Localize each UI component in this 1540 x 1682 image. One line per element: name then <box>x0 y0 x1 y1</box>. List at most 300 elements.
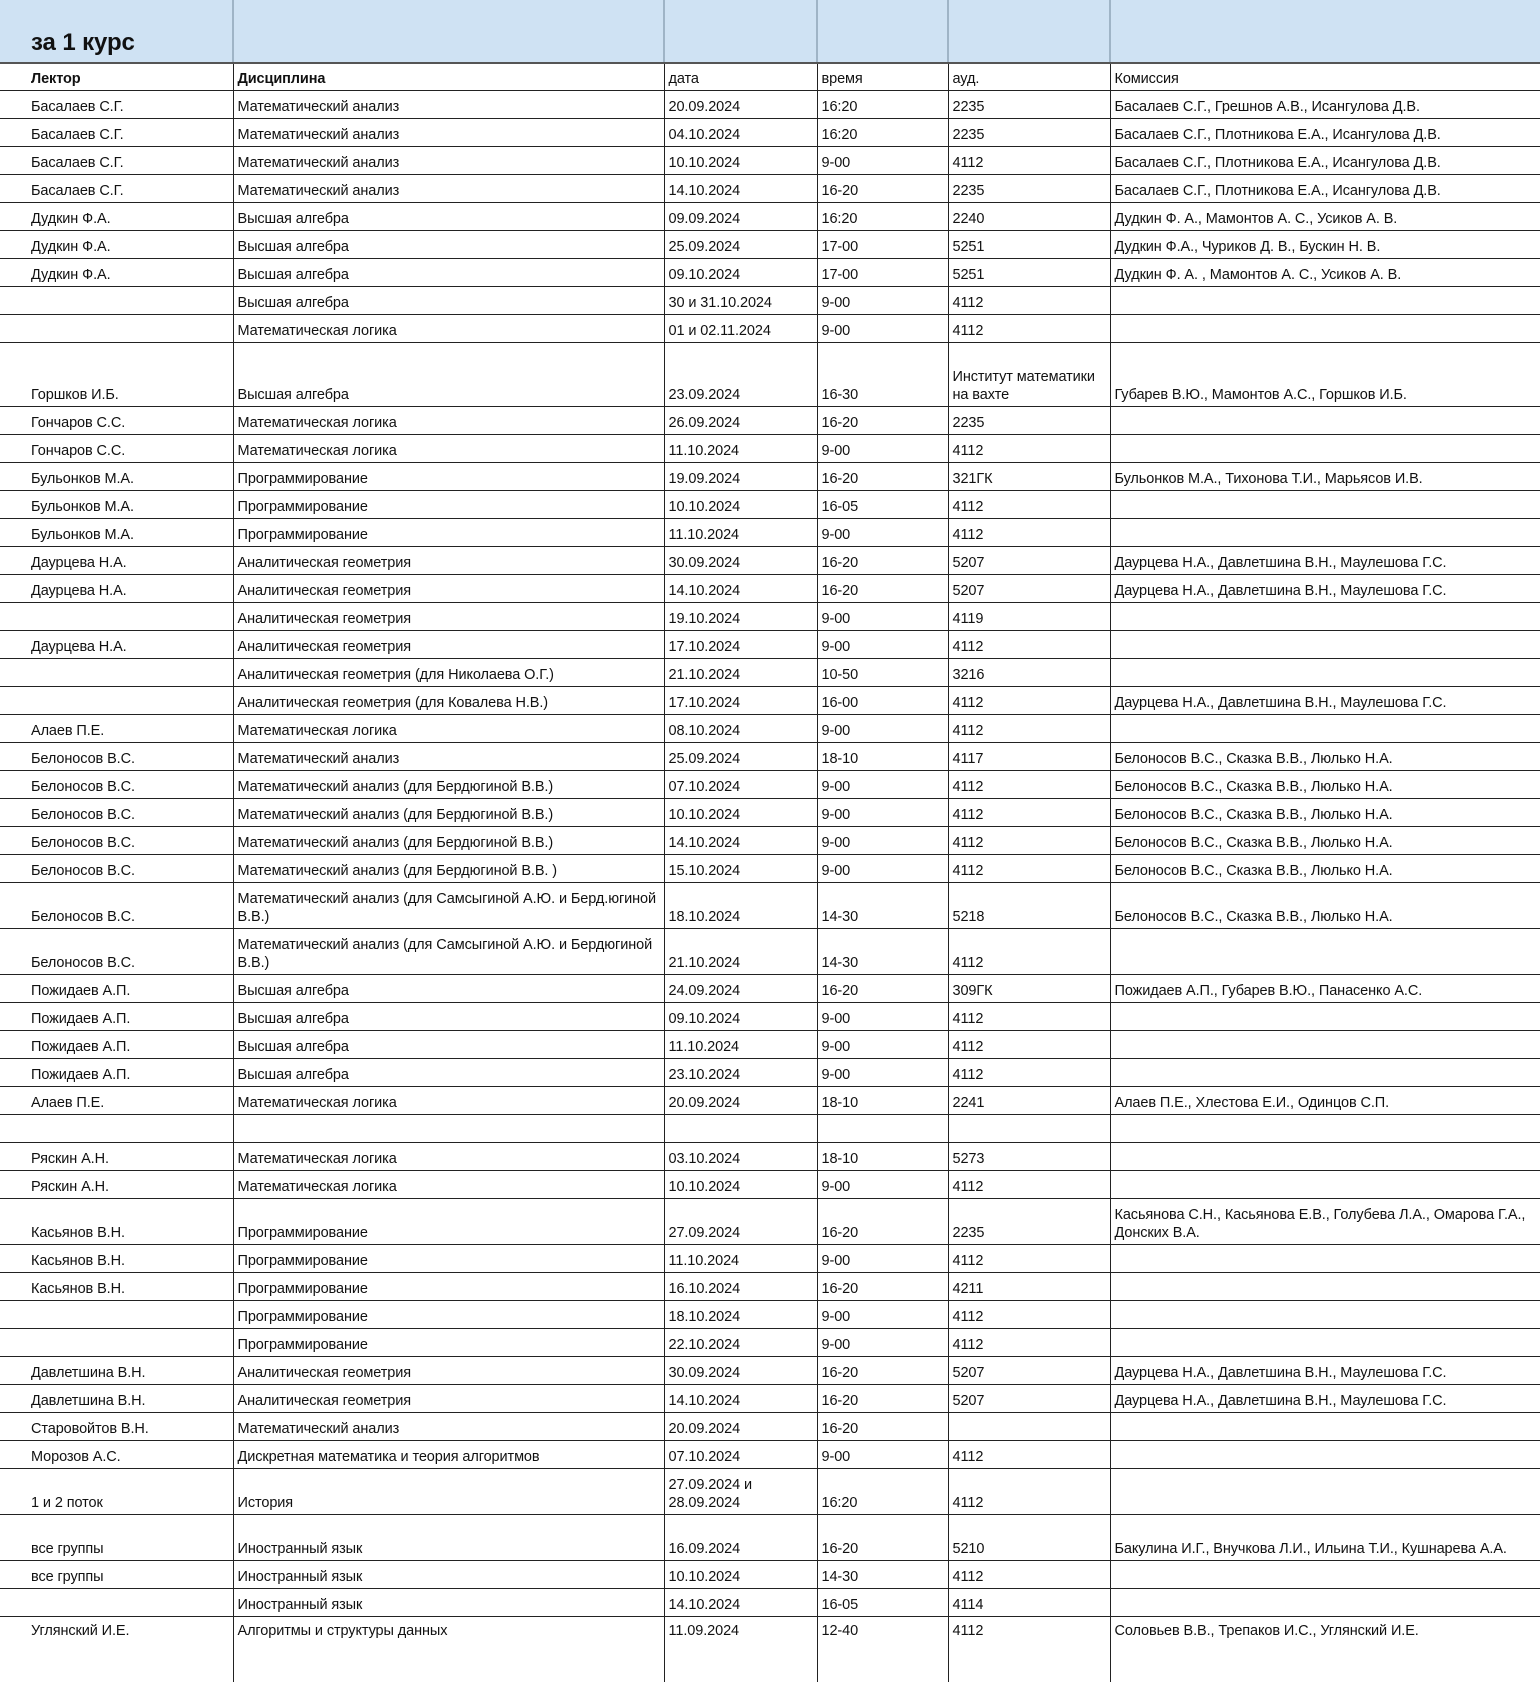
cell-commission: Даурцева Н.А., Давлетшина В.Н., Маулешова Г.С. <box>1110 1357 1540 1385</box>
cell-lector: Горшков И.Б. <box>0 343 233 407</box>
table-row <box>0 827 1540 855</box>
cell-time: 14-30 <box>817 929 948 975</box>
cell-commission: Дудкин Ф. А. , Мамонтов А. С., Усиков А. В. <box>1110 259 1540 287</box>
cell-date: 23.10.2024 <box>664 1059 817 1087</box>
cell-lector: Давлетшина В.Н. <box>0 1385 233 1413</box>
cell-lector <box>0 315 233 343</box>
cell-date: 10.10.2024 <box>664 491 817 519</box>
cell-time: 16-20 <box>817 1413 948 1441</box>
cell-room: 4112 <box>948 491 1110 519</box>
cell-date: 10.10.2024 <box>664 799 817 827</box>
cell-date: 04.10.2024 <box>664 119 817 147</box>
header-row <box>0 63 1540 91</box>
title-row <box>0 0 1540 63</box>
table-row <box>0 1301 1540 1329</box>
table-row <box>0 771 1540 799</box>
cell-discipline: Высшая алгебра <box>233 1003 664 1031</box>
table-row <box>0 407 1540 435</box>
cell-commission: Губарев В.Ю., Мамонтов А.С., Горшков И.Б. <box>1110 343 1540 407</box>
cell-commission: Даурцева Н.А., Давлетшина В.Н., Маулешова Г.С. <box>1110 687 1540 715</box>
table-row <box>0 547 1540 575</box>
cell-lector: Басалаев С.Г. <box>0 175 233 203</box>
cell-discipline: Высшая алгебра <box>233 975 664 1003</box>
cell-room: 2241 <box>948 1087 1110 1115</box>
cell-room: 5207 <box>948 1357 1110 1385</box>
cell-lector: Бульонков М.А. <box>0 491 233 519</box>
cell-date: 25.09.2024 <box>664 743 817 771</box>
cell-time: 12-40 <box>817 1617 948 1682</box>
cell-time: 9-00 <box>817 147 948 175</box>
cell-time: 9-00 <box>817 631 948 659</box>
cell-date: 14.10.2024 <box>664 1385 817 1413</box>
cell-commission <box>1110 929 1540 975</box>
cell-lector: Басалаев С.Г. <box>0 147 233 175</box>
table-row <box>0 287 1540 315</box>
cell-time: 9-00 <box>817 315 948 343</box>
cell-time <box>817 1115 948 1143</box>
cell-time: 9-00 <box>817 1301 948 1329</box>
table-row <box>0 175 1540 203</box>
cell-discipline <box>233 1115 664 1143</box>
cell-room: Институт математики на вахте <box>948 343 1110 407</box>
cell-date: 14.10.2024 <box>664 1589 817 1617</box>
cell-lector <box>0 1589 233 1617</box>
table-row <box>0 1059 1540 1087</box>
cell-room: 5207 <box>948 575 1110 603</box>
cell-lector: Старовойтов В.Н. <box>0 1413 233 1441</box>
table-row <box>0 491 1540 519</box>
cell-discipline: Программирование <box>233 1329 664 1357</box>
table-row <box>0 1561 1540 1589</box>
cell-date: 03.10.2024 <box>664 1143 817 1171</box>
col-header-discipline: Дисциплина <box>233 63 664 91</box>
cell-date: 30 и 31.10.2024 <box>664 287 817 315</box>
cell-time: 16-00 <box>817 687 948 715</box>
cell-date: 21.10.2024 <box>664 659 817 687</box>
cell-commission: Белоносов В.С., Сказка В.В., Люлько Н.А. <box>1110 883 1540 929</box>
cell-commission: Дудкин Ф. А., Мамонтов А. С., Усиков А. В. <box>1110 203 1540 231</box>
cell-discipline: Программирование <box>233 1199 664 1245</box>
table-row <box>0 1385 1540 1413</box>
cell-lector: Алаев П.Е. <box>0 715 233 743</box>
cell-time: 9-00 <box>817 1171 948 1199</box>
cell-room: 4112 <box>948 287 1110 315</box>
cell-time: 14-30 <box>817 883 948 929</box>
cell-discipline: Аналитическая геометрия (для Ковалева Н.В.) <box>233 687 664 715</box>
cell-room: 4117 <box>948 743 1110 771</box>
cell-discipline: Аналитическая геометрия <box>233 603 664 631</box>
cell-date: 08.10.2024 <box>664 715 817 743</box>
cell-lector: Гончаров С.С. <box>0 407 233 435</box>
table-row <box>0 575 1540 603</box>
cell-date: 19.09.2024 <box>664 463 817 491</box>
cell-room: 5251 <box>948 259 1110 287</box>
cell-room: 2235 <box>948 407 1110 435</box>
cell-lector: Белоносов В.С. <box>0 799 233 827</box>
cell-lector: Ряскин А.Н. <box>0 1171 233 1199</box>
table-row <box>0 1617 1540 1682</box>
cell-date: 19.10.2024 <box>664 603 817 631</box>
cell-date: 20.09.2024 <box>664 1413 817 1441</box>
cell-discipline: Программирование <box>233 463 664 491</box>
col-header-time: время <box>817 63 948 91</box>
cell-lector <box>0 603 233 631</box>
cell-lector: Белоносов В.С. <box>0 883 233 929</box>
cell-room: 2235 <box>948 119 1110 147</box>
cell-room: 4112 <box>948 771 1110 799</box>
cell-time: 9-00 <box>817 1245 948 1273</box>
table-row <box>0 231 1540 259</box>
cell-lector: Пожидаев А.П. <box>0 975 233 1003</box>
cell-time: 18-10 <box>817 743 948 771</box>
cell-date: 16.10.2024 <box>664 1273 817 1301</box>
cell-commission <box>1110 1561 1540 1589</box>
cell-room: 4112 <box>948 715 1110 743</box>
cell-room: 4112 <box>948 435 1110 463</box>
cell-discipline: Программирование <box>233 1245 664 1273</box>
cell-time: 9-00 <box>817 1031 948 1059</box>
table-row <box>0 463 1540 491</box>
cell-commission <box>1110 1329 1540 1357</box>
cell-commission: Басалаев С.Г., Плотникова Е.А., Исангулова Д.В. <box>1110 147 1540 175</box>
cell-date: 10.10.2024 <box>664 1561 817 1589</box>
cell-date: 07.10.2024 <box>664 1441 817 1469</box>
cell-date: 21.10.2024 <box>664 929 817 975</box>
cell-commission <box>1110 1003 1540 1031</box>
cell-lector: Пожидаев А.П. <box>0 1003 233 1031</box>
cell-time: 9-00 <box>817 715 948 743</box>
cell-room: 2240 <box>948 203 1110 231</box>
cell-discipline: Математический анализ <box>233 743 664 771</box>
cell-date: 14.10.2024 <box>664 575 817 603</box>
cell-room: 4112 <box>948 315 1110 343</box>
cell-time: 16-20 <box>817 407 948 435</box>
cell-time: 18-10 <box>817 1143 948 1171</box>
cell-lector: Алаев П.Е. <box>0 1087 233 1115</box>
cell-commission: Алаев П.Е., Хлестова Е.И., Одинцов С.П. <box>1110 1087 1540 1115</box>
cell-date: 14.10.2024 <box>664 175 817 203</box>
cell-commission: Белоносов В.С., Сказка В.В., Люлько Н.А. <box>1110 743 1540 771</box>
table-row <box>0 743 1540 771</box>
cell-discipline: Аналитическая геометрия <box>233 1385 664 1413</box>
table-row <box>0 715 1540 743</box>
cell-room: 5273 <box>948 1143 1110 1171</box>
cell-room <box>948 1115 1110 1143</box>
cell-date: 11.10.2024 <box>664 1245 817 1273</box>
cell-room: 4112 <box>948 855 1110 883</box>
cell-discipline: Математический анализ (для Бердюгиной В.В.) <box>233 799 664 827</box>
cell-room: 5218 <box>948 883 1110 929</box>
cell-room: 321ГК <box>948 463 1110 491</box>
cell-lector: Касьянов В.Н. <box>0 1273 233 1301</box>
cell-discipline: Аналитическая геометрия (для Николаева О.Г.) <box>233 659 664 687</box>
cell-time: 16-20 <box>817 975 948 1003</box>
cell-commission: Белоносов В.С., Сказка В.В., Люлько Н.А. <box>1110 855 1540 883</box>
table-row <box>0 1003 1540 1031</box>
cell-room: 5207 <box>948 547 1110 575</box>
cell-date: 11.10.2024 <box>664 435 817 463</box>
cell-lector: 1 и 2 поток <box>0 1469 233 1515</box>
cell-time: 16-20 <box>817 1273 948 1301</box>
cell-discipline: Аналитическая геометрия <box>233 547 664 575</box>
cell-room: 4112 <box>948 147 1110 175</box>
cell-date: 11.10.2024 <box>664 1031 817 1059</box>
cell-date: 17.10.2024 <box>664 631 817 659</box>
cell-lector: Белоносов В.С. <box>0 827 233 855</box>
cell-lector: Басалаев С.Г. <box>0 91 233 119</box>
cell-discipline: Высшая алгебра <box>233 203 664 231</box>
cell-discipline: Программирование <box>233 519 664 547</box>
cell-date: 27.09.2024 и 28.09.2024 <box>664 1469 817 1515</box>
cell-date: 07.10.2024 <box>664 771 817 799</box>
cell-discipline: Математический анализ (для Самсыгиной А.Ю. и Бердюгиной В.В.) <box>233 929 664 975</box>
cell-commission <box>1110 287 1540 315</box>
table-row <box>0 1087 1540 1115</box>
cell-discipline: Математическая логика <box>233 1143 664 1171</box>
cell-discipline: Дискретная математика и теория алгоритмов <box>233 1441 664 1469</box>
cell-time: 16:20 <box>817 119 948 147</box>
cell-discipline: Математическая логика <box>233 1087 664 1115</box>
cell-discipline: Программирование <box>233 1273 664 1301</box>
cell-date: 20.09.2024 <box>664 1087 817 1115</box>
cell-room: 4114 <box>948 1589 1110 1617</box>
cell-lector: Даурцева Н.А. <box>0 547 233 575</box>
cell-discipline: Аналитическая геометрия <box>233 1357 664 1385</box>
table-row <box>0 1515 1540 1561</box>
cell-commission <box>1110 631 1540 659</box>
page-title: за 1 курс <box>31 29 228 60</box>
cell-date: 30.09.2024 <box>664 547 817 575</box>
cell-room: 4112 <box>948 799 1110 827</box>
cell-discipline: История <box>233 1469 664 1515</box>
cell-commission: Басалаев С.Г., Плотникова Е.А., Исангулова Д.В. <box>1110 119 1540 147</box>
cell-time: 17-00 <box>817 259 948 287</box>
cell-commission: Даурцева Н.А., Давлетшина В.Н., Маулешова Г.С. <box>1110 575 1540 603</box>
cell-commission: Даурцева Н.А., Давлетшина В.Н., Маулешова Г.С. <box>1110 547 1540 575</box>
cell-room: 4112 <box>948 519 1110 547</box>
cell-discipline: Математическая логика <box>233 435 664 463</box>
cell-room: 4112 <box>948 1561 1110 1589</box>
cell-date: 09.09.2024 <box>664 203 817 231</box>
cell-date: 17.10.2024 <box>664 687 817 715</box>
cell-time: 16-05 <box>817 1589 948 1617</box>
table-row <box>0 91 1540 119</box>
cell-lector <box>0 687 233 715</box>
cell-discipline: Иностранный язык <box>233 1561 664 1589</box>
cell-time: 14-30 <box>817 1561 948 1589</box>
cell-discipline: Математический анализ (для Бердюгиной В.В.) <box>233 771 664 799</box>
col-header-commission: Комиссия <box>1110 63 1540 91</box>
cell-room: 2235 <box>948 91 1110 119</box>
cell-date: 20.09.2024 <box>664 91 817 119</box>
cell-time: 9-00 <box>817 771 948 799</box>
cell-commission <box>1110 1469 1540 1515</box>
cell-date: 27.09.2024 <box>664 1199 817 1245</box>
col-header-lector: Лектор <box>0 63 233 91</box>
table-row <box>0 603 1540 631</box>
cell-room: 4112 <box>948 827 1110 855</box>
cell-time: 16-05 <box>817 491 948 519</box>
table-row <box>0 1171 1540 1199</box>
cell-commission: Пожидаев А.П., Губарев В.Ю., Панасенко А.С. <box>1110 975 1540 1003</box>
cell-commission: Бульонков М.А., Тихонова Т.И., Марьясов И.В. <box>1110 463 1540 491</box>
cell-date: 24.09.2024 <box>664 975 817 1003</box>
cell-discipline: Математическая логика <box>233 715 664 743</box>
cell-lector: Дудкин Ф.А. <box>0 259 233 287</box>
cell-lector: Белоносов В.С. <box>0 743 233 771</box>
cell-lector: Гончаров С.С. <box>0 435 233 463</box>
cell-lector <box>0 1301 233 1329</box>
cell-time: 16:20 <box>817 203 948 231</box>
cell-commission: Белоносов В.С., Сказка В.В., Люлько Н.А. <box>1110 827 1540 855</box>
cell-discipline: Аналитическая геометрия <box>233 575 664 603</box>
cell-commission <box>1110 1115 1540 1143</box>
cell-date: 18.10.2024 <box>664 1301 817 1329</box>
cell-time: 18-10 <box>817 1087 948 1115</box>
cell-commission: Соловьев В.В., Трепаков И.С., Углянский И.Е. <box>1110 1617 1540 1682</box>
cell-discipline: Математический анализ (для Бердюгиной В.В. ) <box>233 855 664 883</box>
cell-discipline: Математический анализ <box>233 91 664 119</box>
cell-date: 09.10.2024 <box>664 1003 817 1031</box>
cell-commission: Белоносов В.С., Сказка В.В., Люлько Н.А. <box>1110 799 1540 827</box>
cell-discipline: Высшая алгебра <box>233 231 664 259</box>
cell-room: 4112 <box>948 1301 1110 1329</box>
cell-commission <box>1110 1413 1540 1441</box>
table-row <box>0 147 1540 175</box>
table-row <box>0 203 1540 231</box>
cell-discipline: Математический анализ (для Бердюгиной В.В.) <box>233 827 664 855</box>
cell-date: 22.10.2024 <box>664 1329 817 1357</box>
cell-discipline: Алгоритмы и структуры данных <box>233 1617 664 1682</box>
cell-lector <box>0 287 233 315</box>
table-row <box>0 1115 1540 1143</box>
table-row <box>0 975 1540 1003</box>
cell-time: 9-00 <box>817 603 948 631</box>
cell-discipline: Математический анализ <box>233 175 664 203</box>
cell-time: 9-00 <box>817 827 948 855</box>
cell-time: 16:20 <box>817 91 948 119</box>
cell-lector: Касьянов В.Н. <box>0 1199 233 1245</box>
table-row <box>0 1199 1540 1245</box>
cell-time: 16-20 <box>817 175 948 203</box>
cell-discipline: Высшая алгебра <box>233 287 664 315</box>
cell-discipline: Иностранный язык <box>233 1515 664 1561</box>
cell-room: 4112 <box>948 631 1110 659</box>
cell-room: 5251 <box>948 231 1110 259</box>
table-row <box>0 855 1540 883</box>
cell-room <box>948 1413 1110 1441</box>
cell-room: 4112 <box>948 1441 1110 1469</box>
cell-lector: Белоносов В.С. <box>0 855 233 883</box>
cell-time: 9-00 <box>817 519 948 547</box>
cell-commission <box>1110 603 1540 631</box>
cell-lector: Даурцева Н.А. <box>0 631 233 659</box>
cell-date: 18.10.2024 <box>664 883 817 929</box>
cell-commission <box>1110 1143 1540 1171</box>
cell-room: 4112 <box>948 929 1110 975</box>
cell-date: 16.09.2024 <box>664 1515 817 1561</box>
cell-room: 4112 <box>948 1171 1110 1199</box>
table-row <box>0 343 1540 407</box>
cell-room: 4112 <box>948 1469 1110 1515</box>
col-header-date: дата <box>664 63 817 91</box>
cell-room: 4112 <box>948 1003 1110 1031</box>
cell-commission: Басалаев С.Г., Грешнов А.В., Исангулова Д.В. <box>1110 91 1540 119</box>
cell-discipline: Математическая логика <box>233 407 664 435</box>
table-row <box>0 315 1540 343</box>
cell-room: 5207 <box>948 1385 1110 1413</box>
cell-time: 9-00 <box>817 435 948 463</box>
cell-date: 11.09.2024 <box>664 1617 817 1682</box>
table-row <box>0 1413 1540 1441</box>
cell-discipline: Математический анализ <box>233 119 664 147</box>
cell-time: 16-30 <box>817 343 948 407</box>
cell-lector: Углянский И.Е. <box>0 1617 233 1682</box>
cell-time: 9-00 <box>817 1441 948 1469</box>
cell-discipline: Аналитическая геометрия <box>233 631 664 659</box>
table-row <box>0 435 1540 463</box>
cell-time: 17-00 <box>817 231 948 259</box>
cell-time: 9-00 <box>817 1003 948 1031</box>
cell-time: 16-20 <box>817 1385 948 1413</box>
cell-room: 4211 <box>948 1273 1110 1301</box>
cell-commission: Бакулина И.Г., Внучкова Л.И., Ильина Т.И., Кушнарева А.А. <box>1110 1515 1540 1561</box>
cell-time: 16-20 <box>817 547 948 575</box>
cell-commission <box>1110 1031 1540 1059</box>
cell-discipline: Математическая логика <box>233 315 664 343</box>
table-row <box>0 1143 1540 1171</box>
cell-lector: Бульонков М.А. <box>0 519 233 547</box>
cell-commission <box>1110 1301 1540 1329</box>
cell-date: 10.10.2024 <box>664 1171 817 1199</box>
cell-commission: Дудкин Ф.А., Чуриков Д. В., Бускин Н. В. <box>1110 231 1540 259</box>
table-row <box>0 1031 1540 1059</box>
cell-date: 26.09.2024 <box>664 407 817 435</box>
cell-discipline: Математический анализ <box>233 147 664 175</box>
table-row <box>0 631 1540 659</box>
cell-commission <box>1110 315 1540 343</box>
cell-lector: Белоносов В.С. <box>0 771 233 799</box>
cell-commission <box>1110 1589 1540 1617</box>
cell-room: 4112 <box>948 1245 1110 1273</box>
cell-lector: Пожидаев А.П. <box>0 1031 233 1059</box>
cell-discipline: Программирование <box>233 491 664 519</box>
cell-time: 9-00 <box>817 1329 948 1357</box>
cell-lector <box>0 1329 233 1357</box>
cell-lector: Давлетшина В.Н. <box>0 1357 233 1385</box>
cell-date <box>664 1115 817 1143</box>
cell-commission <box>1110 659 1540 687</box>
table-row <box>0 519 1540 547</box>
cell-room: 5210 <box>948 1515 1110 1561</box>
table-row <box>0 1589 1540 1617</box>
cell-room: 4112 <box>948 1329 1110 1357</box>
cell-time: 16:20 <box>817 1469 948 1515</box>
cell-date: 10.10.2024 <box>664 147 817 175</box>
cell-commission: Даурцева Н.А., Давлетшина В.Н., Маулешова Г.С. <box>1110 1385 1540 1413</box>
cell-lector: Морозов А.С. <box>0 1441 233 1469</box>
cell-time: 9-00 <box>817 1059 948 1087</box>
table-row <box>0 1273 1540 1301</box>
cell-room: 2235 <box>948 175 1110 203</box>
table-row <box>0 259 1540 287</box>
cell-lector: Басалаев С.Г. <box>0 119 233 147</box>
cell-time: 16-20 <box>817 1515 948 1561</box>
cell-time: 16-20 <box>817 1357 948 1385</box>
cell-commission: Белоносов В.С., Сказка В.В., Люлько Н.А. <box>1110 771 1540 799</box>
cell-lector: Дудкин Ф.А. <box>0 231 233 259</box>
cell-lector: Даурцева Н.А. <box>0 575 233 603</box>
